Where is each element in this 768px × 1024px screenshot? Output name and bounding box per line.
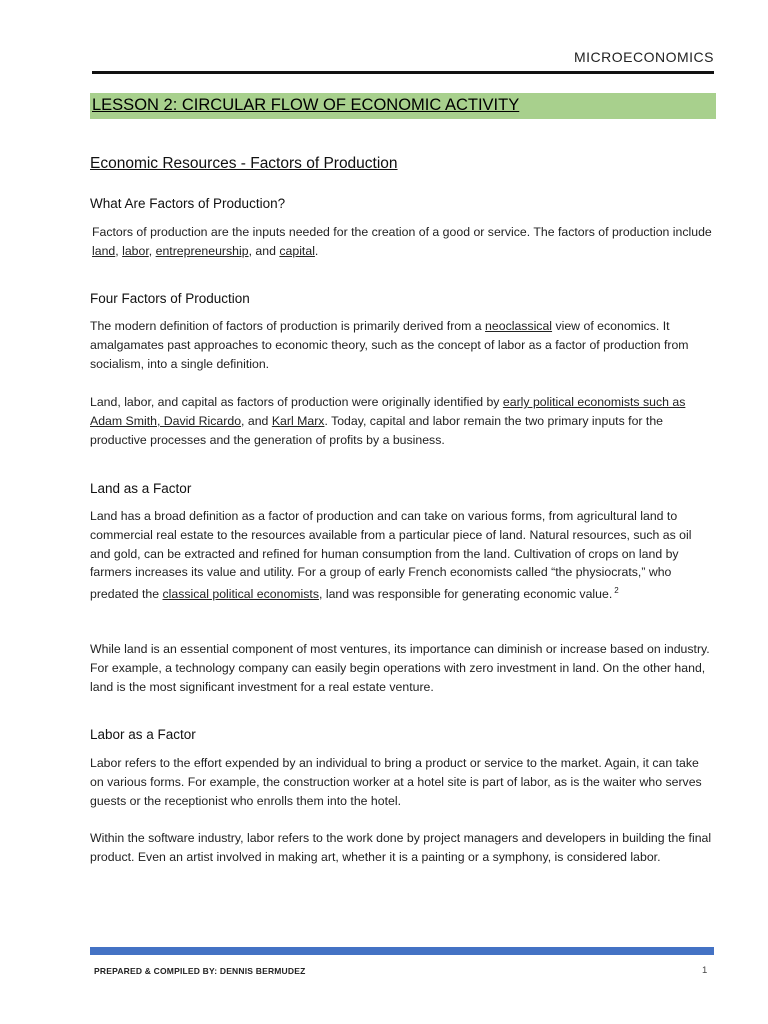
heading-labor: Labor as a Factor [90, 727, 196, 742]
page-number: 1 [702, 965, 708, 976]
paragraph-definition: Factors of production are the inputs needed for the creation of a good or service. The factors of production include land, labor, entrepreneurship, and capital. [92, 225, 712, 258]
link-capital[interactable]: capital [279, 243, 315, 258]
link-classical-economists[interactable]: classical political economists [162, 587, 319, 602]
link-land[interactable]: land [92, 243, 116, 258]
heading-four-factors: Four Factors of Production [90, 291, 250, 306]
link-neoclassical[interactable]: neoclassical [485, 319, 553, 333]
paragraph-modern-definition: The modern definition of factors of production is primarily derived from a neoclassical view of economics. It amalgamates past approaches to economic theory, such as the concept of labor as a factor of production from socialism, into a single definition. [90, 319, 689, 371]
section-heading: Economic Resources - Factors of Production [90, 155, 398, 172]
link-karl-marx[interactable]: Karl Marx [271, 413, 325, 428]
paragraph-labor-definition: Labor refers to the effort expended by an individual to bring a product or service to the market. Again, it can take on various forms. For example, the construction worker at a hotel site is part of labor, as is the waiter who serves guests or the receptionist who enrolls them into the hotel. [90, 756, 702, 808]
paragraph-labor-software: Within the software industry, labor refers to the work done by project managers and developers in building the final product. Even an artist involved in making art, whether it is a painting or a symphony, is considered labor. [90, 831, 712, 864]
lesson-banner [90, 93, 716, 119]
link-labor[interactable]: labor [122, 243, 149, 258]
link-entrepreneurship[interactable]: entrepreneurship [155, 243, 249, 258]
paragraph-origins: Land, labor, and capital as factors of production were originally identified by early political economists such as Adam Smith, David Ricardo, and Karl Marx. Today, capital and labor remain the two primary inputs for the productive processes and the generation of profits by a business. [90, 395, 686, 447]
footnote-marker[interactable]: 2 [614, 586, 619, 596]
lesson-title: LESSON 2: CIRCULAR FLOW OF ECONOMIC ACTIVITY [92, 96, 520, 114]
footer-author: PREPARED & COMPILED BY: DENNIS BERMUDEZ [94, 966, 306, 976]
link-early-economists[interactable]: early political economists such as Adam Smith, David Ricardo [90, 395, 686, 428]
running-header: MICROECONOMICS [574, 49, 714, 65]
header-rule [92, 71, 714, 74]
heading-land: Land as a Factor [90, 481, 192, 496]
paragraph-land-importance: While land is an essential component of most ventures, its importance can diminish or increase based on industry. For example, a technology company can easily begin operations with zero investment in land. On the other hand, land is the most significant investment for a real estate venture. [90, 642, 710, 694]
heading-what-are-factors: What Are Factors of Production? [90, 196, 286, 211]
footer-bar [90, 947, 714, 955]
paragraph-land-definition: Land has a broad definition as a factor of production and can take on various forms, from agricultural land to commercial real estate to the resources available from a particular piece of land. Natural resources, such as oil and gold, can be extracted and refined for human consumption from the land. Cultivation of crops on land by farmers increases its value and utility. For a group of early French economists called “the physiocrats,” who predated the classical political economists, land was responsible for generating economic value. $^2$ [90, 509, 692, 602]
